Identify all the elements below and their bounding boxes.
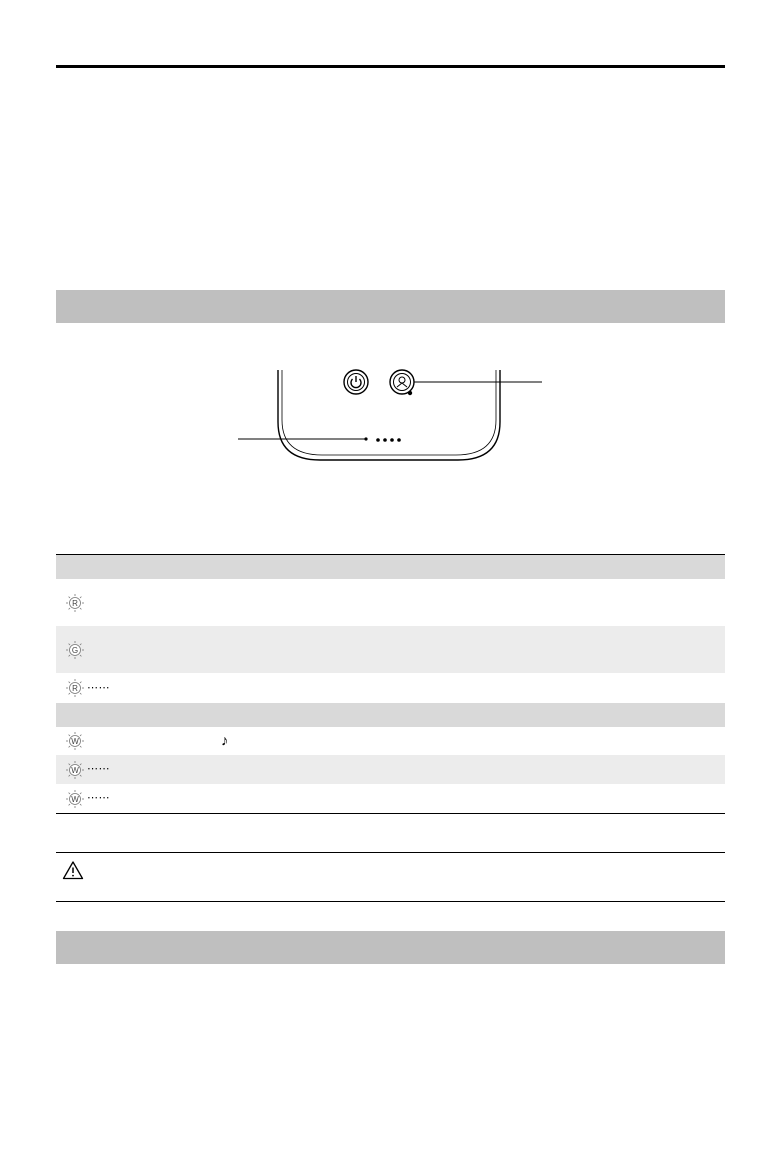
svg-text:W: W: [71, 737, 79, 746]
warning-box: [56, 852, 725, 902]
led-red-blink-icon: [65, 595, 85, 611]
section-heading-band-1: [56, 290, 725, 323]
svg-text:G: G: [71, 645, 79, 655]
device-outline-inner: [282, 370, 496, 455]
music-note-icon: ♪: [221, 732, 229, 750]
svg-text:W: W: [71, 794, 79, 804]
repeat-dots: ⋯⋯: [87, 681, 110, 694]
top-rule: [56, 65, 725, 68]
led-green-blink-icon: [65, 642, 85, 658]
section-heading-band-2: [56, 931, 725, 964]
table-row: [56, 626, 725, 673]
gimbal-function-icon: [390, 370, 414, 395]
repeat-dots: ⋯⋯: [87, 792, 110, 804]
table-bottom-rule: [56, 813, 725, 814]
device-diagram: [230, 360, 550, 465]
led-white-blink-icon: [65, 733, 85, 749]
table-row: [56, 727, 725, 755]
callout-led-point: [364, 437, 367, 440]
repeat-dots: ⋯⋯: [87, 763, 110, 775]
table-subhead-1: [56, 555, 725, 579]
led-status-table: [56, 554, 725, 814]
led-white-blink-repeat-icon: [65, 791, 110, 807]
svg-text:R: R: [72, 598, 78, 608]
table-row: [56, 784, 725, 813]
table-row: [56, 579, 725, 626]
svg-text:R: R: [72, 684, 78, 693]
table-subhead-2: [56, 703, 725, 727]
status-led-dots: [376, 438, 401, 442]
warning-icon: [62, 860, 84, 880]
led-white-blink-repeat-icon: [65, 762, 110, 778]
device-outline-outer: [278, 370, 500, 460]
table-row: [56, 673, 725, 703]
power-icon: [344, 370, 368, 394]
svg-text:W: W: [71, 765, 79, 775]
led-red-blink-repeat-icon: [65, 680, 110, 696]
table-row: [56, 755, 725, 784]
